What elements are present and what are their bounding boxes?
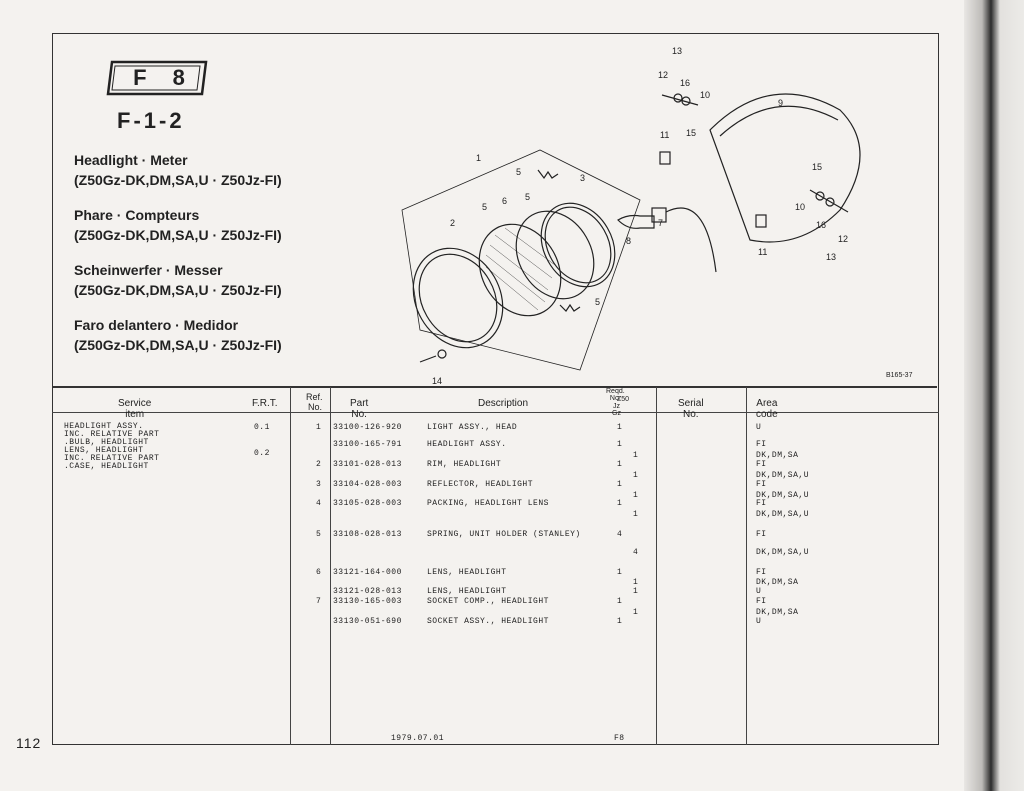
title-models: (Z50Gz-DK,DM,SA,U · Z50Jz-FI): [74, 172, 282, 188]
area-code: DK,DM,SA: [756, 451, 799, 460]
area-code: U: [756, 617, 762, 626]
ref-no: 1: [316, 423, 322, 432]
part-description: SPRING, UNIT HOLDER (STANLEY): [427, 530, 581, 539]
header-reqd: Reqd. No.: [606, 388, 625, 402]
callout-label: 9: [778, 98, 784, 108]
header-part-no: Part No.: [350, 398, 369, 420]
qty-gz: 1: [633, 471, 639, 480]
part-number: 33100-126-920: [333, 423, 402, 432]
exploded-parts-diagram: [380, 40, 940, 386]
title-list: [74, 150, 324, 370]
callout-label: 15: [812, 162, 823, 172]
area-code: DK,DM,SA,U: [756, 491, 810, 500]
part-number: 33121-164-000: [333, 568, 402, 577]
part-description: RIM, HEADLIGHT: [427, 460, 502, 469]
area-code: DK,DM,SA: [756, 578, 799, 587]
part-number: 33100-165-791: [333, 440, 402, 449]
part-number: 33108-028-013: [333, 530, 402, 539]
part-description: LENS, HEADLIGHT: [427, 568, 507, 577]
qty-gz: 1: [633, 587, 639, 596]
callout-label: 11: [660, 130, 670, 140]
callout-label: 14: [432, 376, 443, 386]
qty-gz: 1: [633, 578, 639, 587]
qty-gz: 1: [633, 451, 639, 460]
part-number: 33101-028-013: [333, 460, 402, 469]
column-divider: [290, 387, 291, 745]
header-variants: Jz Gz: [612, 403, 621, 417]
column-divider: [330, 387, 331, 745]
callout-label: 7: [658, 218, 664, 228]
title-line: Scheinwerfer · Messer: [74, 262, 223, 278]
title-line: Headlight · Meter: [74, 152, 188, 168]
book-spine-shadow: [964, 0, 1024, 791]
frt-value: 0.2: [254, 449, 270, 458]
area-code: DK,DM,SA: [756, 608, 799, 617]
header-ref-no: No.: [308, 402, 323, 412]
area-code: FI: [756, 480, 767, 489]
drawing-code: B165-37: [886, 372, 913, 379]
part-number: 33104-028-003: [333, 480, 402, 489]
ref-no: 5: [316, 530, 322, 539]
part-number: 33105-028-003: [333, 499, 402, 508]
qty-jz: 1: [617, 597, 623, 606]
header-frt: F.R.T.: [252, 398, 278, 409]
service-item-list: HEADLIGHT ASSY. INC. RELATIVE PART .BULB, HEADLIGHT LENS, HEADLIGHT INC. RELATIVE PART .CASE, HEADLIGHT: [64, 422, 160, 471]
title-french: [74, 205, 324, 245]
area-code: FI: [756, 499, 767, 508]
title-models: (Z50Gz-DK,DM,SA,U · Z50Jz-FI): [74, 337, 282, 353]
part-number: 33130-165-003: [333, 597, 402, 606]
area-code: FI: [756, 530, 767, 539]
callout-label: 11: [758, 247, 768, 257]
part-description: SOCKET ASSY., HEADLIGHT: [427, 617, 549, 626]
header-serial-no: Serial No.: [678, 398, 704, 420]
area-code: FI: [756, 460, 767, 469]
qty-jz: 1: [617, 568, 623, 577]
callout-label: 10: [795, 202, 806, 212]
callout-label: 8: [626, 236, 632, 246]
qty-gz: 1: [633, 510, 639, 519]
qty-jz: 1: [617, 480, 623, 489]
qty-jz: 1: [617, 440, 623, 449]
qty-gz: 4: [633, 548, 639, 557]
area-code: DK,DM,SA,U: [756, 471, 810, 480]
badge-letter: F: [133, 65, 147, 90]
title-line: Phare · Compteurs: [74, 207, 200, 223]
area-code: DK,DM,SA,U: [756, 510, 810, 519]
ref-no: 7: [316, 597, 322, 606]
callout-label: 13: [672, 46, 683, 56]
part-description: LIGHT ASSY., HEAD: [427, 423, 518, 432]
callout-label: 12: [838, 234, 849, 244]
area-code: DK,DM,SA,U: [756, 548, 810, 557]
callout-label: 16: [816, 220, 827, 230]
qty-jz: 4: [617, 530, 623, 539]
qty-jz: 1: [617, 423, 623, 432]
qty-gz: 1: [633, 491, 639, 500]
callout-label: 3: [580, 173, 586, 183]
qty-jz: 1: [617, 499, 623, 508]
part-description: REFLECTOR, HEADLIGHT: [427, 480, 534, 489]
part-description: PACKING, HEADLIGHT LENS: [427, 499, 549, 508]
area-code: U: [756, 423, 762, 432]
part-description: HEADLIGHT ASSY.: [427, 440, 507, 449]
qty-gz: 1: [633, 608, 639, 617]
callout-label: 5: [525, 192, 531, 202]
header-ref: Ref.: [306, 392, 323, 402]
area-code: FI: [756, 440, 767, 449]
callout-label: 15: [686, 128, 697, 138]
qty-jz: 1: [617, 617, 623, 626]
section-code: F-1-2: [117, 108, 185, 133]
callout-label: 6: [502, 196, 508, 206]
callout-label: 10: [700, 90, 711, 100]
part-number: 33121-028-013: [333, 587, 402, 596]
footer-code: F8: [614, 734, 625, 743]
callout-label: 12: [658, 70, 669, 80]
title-models: (Z50Gz-DK,DM,SA,U · Z50Jz-FI): [74, 227, 282, 243]
ref-no: 4: [316, 499, 322, 508]
part-description: LENS, HEADLIGHT: [427, 587, 507, 596]
callout-label: 16: [680, 78, 691, 88]
badge-number: 8: [172, 65, 185, 90]
header-area-code: Area code: [756, 398, 778, 420]
callout-label: 5: [516, 167, 522, 177]
area-code: U: [756, 587, 762, 596]
title-models: (Z50Gz-DK,DM,SA,U · Z50Jz-FI): [74, 282, 282, 298]
part-description: SOCKET COMP., HEADLIGHT: [427, 597, 549, 606]
page-number: 112: [16, 735, 42, 751]
column-divider: [656, 387, 657, 745]
section-divider: [53, 386, 937, 388]
headlight-exploded-view: [380, 40, 940, 380]
ref-no: 2: [316, 460, 322, 469]
footer-date: 1979.07.01: [391, 734, 445, 743]
frt-value: 0.1: [254, 423, 270, 432]
area-code: FI: [756, 597, 767, 606]
title-spanish: [74, 315, 324, 355]
area-code: FI: [756, 568, 767, 577]
callout-label: 5: [482, 202, 488, 212]
table-header-divider: [52, 412, 939, 413]
callout-label: 1: [476, 153, 482, 163]
callout-label: 2: [450, 218, 456, 228]
header-model: Z50: [617, 396, 630, 403]
column-divider: [746, 387, 747, 745]
title-german: [74, 260, 324, 300]
callout-label: 13: [826, 252, 837, 262]
ref-no: 6: [316, 568, 322, 577]
ref-no: 3: [316, 480, 322, 489]
title-english: [74, 150, 324, 190]
qty-jz: 1: [617, 460, 623, 469]
section-badge: [106, 59, 212, 97]
header-service-item: Service item: [118, 398, 152, 420]
callout-label: 5: [595, 297, 601, 307]
title-line: Faro delantero · Medidor: [74, 317, 239, 333]
header-description: Description: [478, 398, 529, 409]
part-number: 33130-051-690: [333, 617, 402, 626]
